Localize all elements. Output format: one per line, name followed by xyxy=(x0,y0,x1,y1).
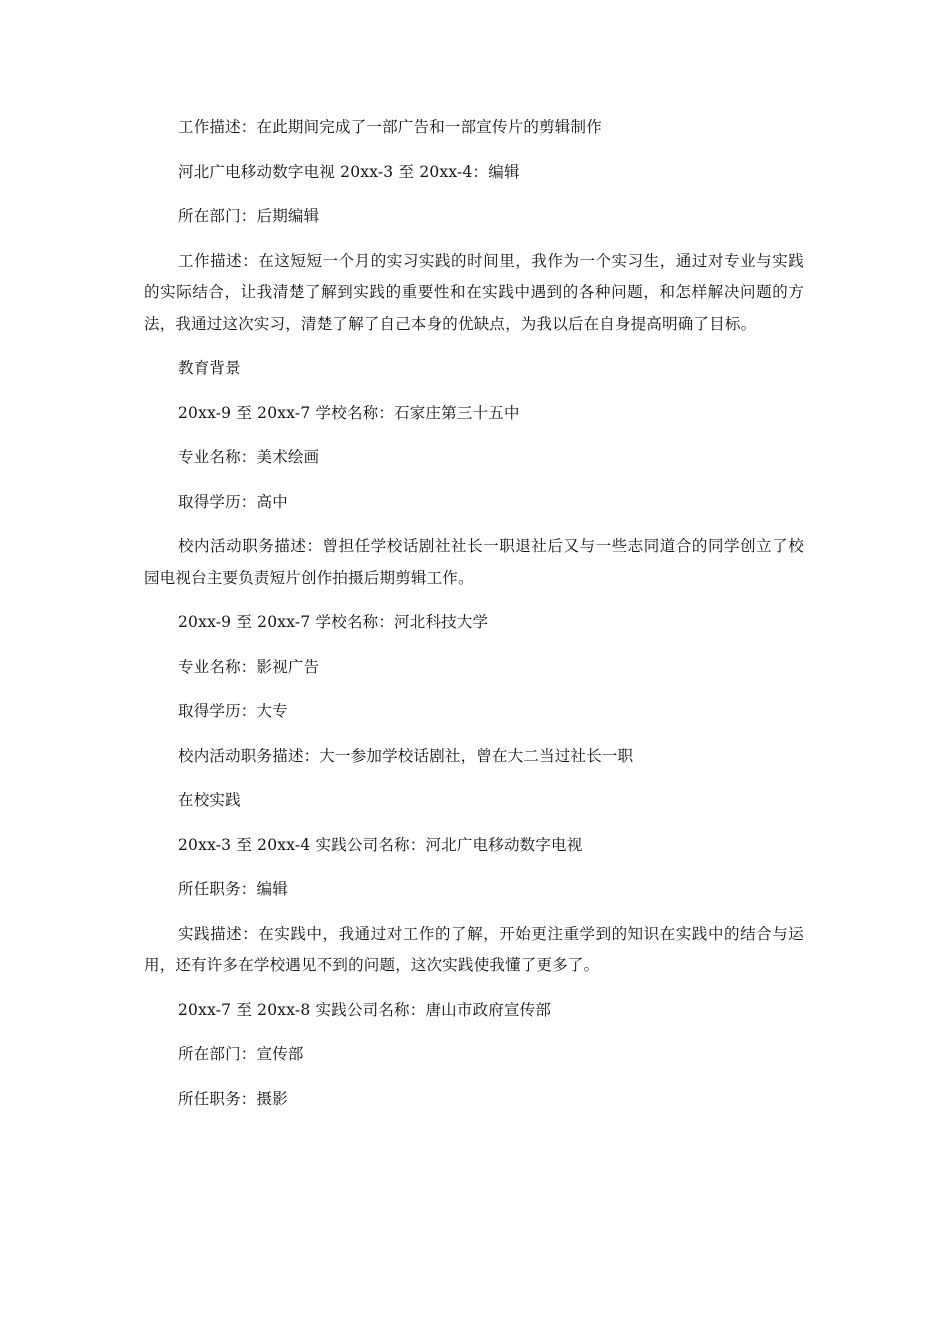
document-body xyxy=(144,112,804,1128)
campus-activity-para: 校内活动职务描述：大一参加学校话剧社，曾在大二当过社长一职 xyxy=(178,746,634,765)
major-para: 专业名称：美术绘画 xyxy=(178,448,320,466)
major-para: 专业名称：影视广告 xyxy=(178,657,320,676)
position-para: 所任职务：编辑 xyxy=(178,880,288,898)
work-experience-entry: 河北广电移动数字电视 20xx-3 至 20xx-4：编辑 xyxy=(178,162,520,181)
job-description-para: 工作描述：在此期间完成了一部广告和一部宣传片的剪辑制作 xyxy=(178,118,602,136)
department-para: 所在部门：后期编辑 xyxy=(178,207,320,225)
department-para: 所在部门：宣传部 xyxy=(178,1045,304,1063)
section-heading-education: 教育背景 xyxy=(178,359,241,377)
practice-entry: 20xx-7 至 20xx-8 实践公司名称：唐山市政府宣传部 xyxy=(178,1000,552,1019)
position-para: 所任职务：摄影 xyxy=(178,1089,288,1108)
education-entry: 20xx-9 至 20xx-7 学校名称：河北科技大学 xyxy=(178,613,489,631)
job-description-para: 工作描述：在这短短一个月的实习实践的时间里，我作为一个实习生，通过对专业与实践的实际结合，让我清楚了解到实践的重要性和在实践中遇到的各种问题，和怎样解决问题的方法，我通过这次实习，清楚了解了自己本身的优缺点，为我以后在自身提高明确了目标。 xyxy=(144,251,804,333)
education-entry: 20xx-9 至 20xx-7 学校名称：石家庄第三十五中 xyxy=(178,403,520,422)
practice-entry: 20xx-3 至 20xx-4 实践公司名称：河北广电移动数字电视 xyxy=(178,835,583,854)
campus-activity-para: 校内活动职务描述：曾担任学校话剧社社长一职退社后又与一些志同道合的同学创立了校园电视台主要负责短片创作拍摄后期剪辑工作。 xyxy=(144,537,804,587)
degree-para: 取得学历：高中 xyxy=(178,492,288,511)
section-heading-practice: 在校实践 xyxy=(178,791,241,809)
practice-description-para: 实践描述：在实践中，我通过对工作的了解，开始更注重学到的知识在实践中的结合与运用，还有许多在学校遇见不到的问题，这次实践使我懂了更多了。 xyxy=(144,924,804,974)
degree-para: 取得学历：大专 xyxy=(178,702,288,720)
